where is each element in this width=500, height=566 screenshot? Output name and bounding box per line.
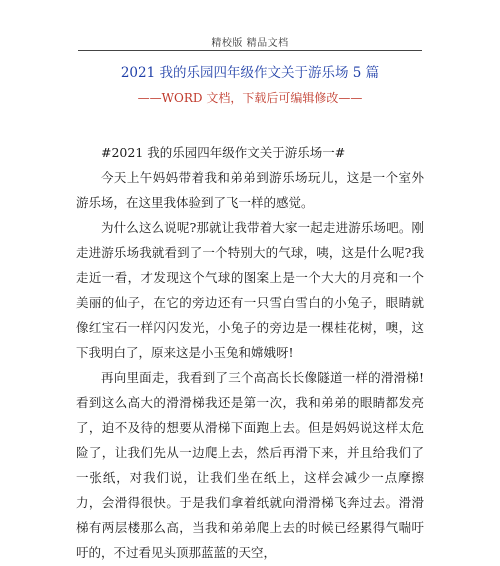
essay-heading: #2021 我的乐园四年级作文关于游乐场一# [101, 145, 346, 160]
document-body [76, 140, 424, 565]
document-title: 2021 我的乐园四年级作文关于游乐场 5 篇 [120, 65, 380, 81]
header-divider [78, 50, 422, 51]
document-subtitle: ——WORD 文档，下载后可编辑修改—— [137, 91, 363, 105]
page-header: 精校版 精品文档 [211, 38, 289, 49]
paragraph: 再向里面走，我看到了三个高高长长像隧道一样的滑滑梯!看到这么高大的滑滑梯我还是第一次，我和弟弟的眼睛都发亮了，迫不及待的想要从滑梯下面跑上去。但是妈妈说这样太危险了，让我们先从一边爬上去，然后再滑下来，并且给我们了一张纸，对我们说，让我们坐在纸上，这样会减少一点摩擦力，会滑得很快。于是我们拿着纸就向滑滑梯飞奔过去。滑滑梯有两层楼那么高，当我和弟弟爬上去的时候已经累得气喘吁吁的，不过看见头顶那蓝蓝的天空， [76, 370, 424, 560]
paragraph: 今天上午妈妈带着我和弟弟到游乐场玩儿，这是一个室外游乐场，在这里我体验到了飞一样的感觉。 [76, 170, 424, 210]
paragraph: 为什么这么说呢?那就让我带着大家一起走进游乐场吧。刚走进游乐场我就看到了一个特别大的气球，咦，这是什么呢?我走近一看，才发现这个气球的图案上是一个大大的月亮和一个美丽的仙子，在它的旁边还有一只雪白雪白的小兔子，眼睛就像红宝石一样闪闪发光，小兔子的旁边是一棵桂花树，噢，这下我明白了，原来这是小玉兔和嫦娥呀! [76, 220, 424, 360]
